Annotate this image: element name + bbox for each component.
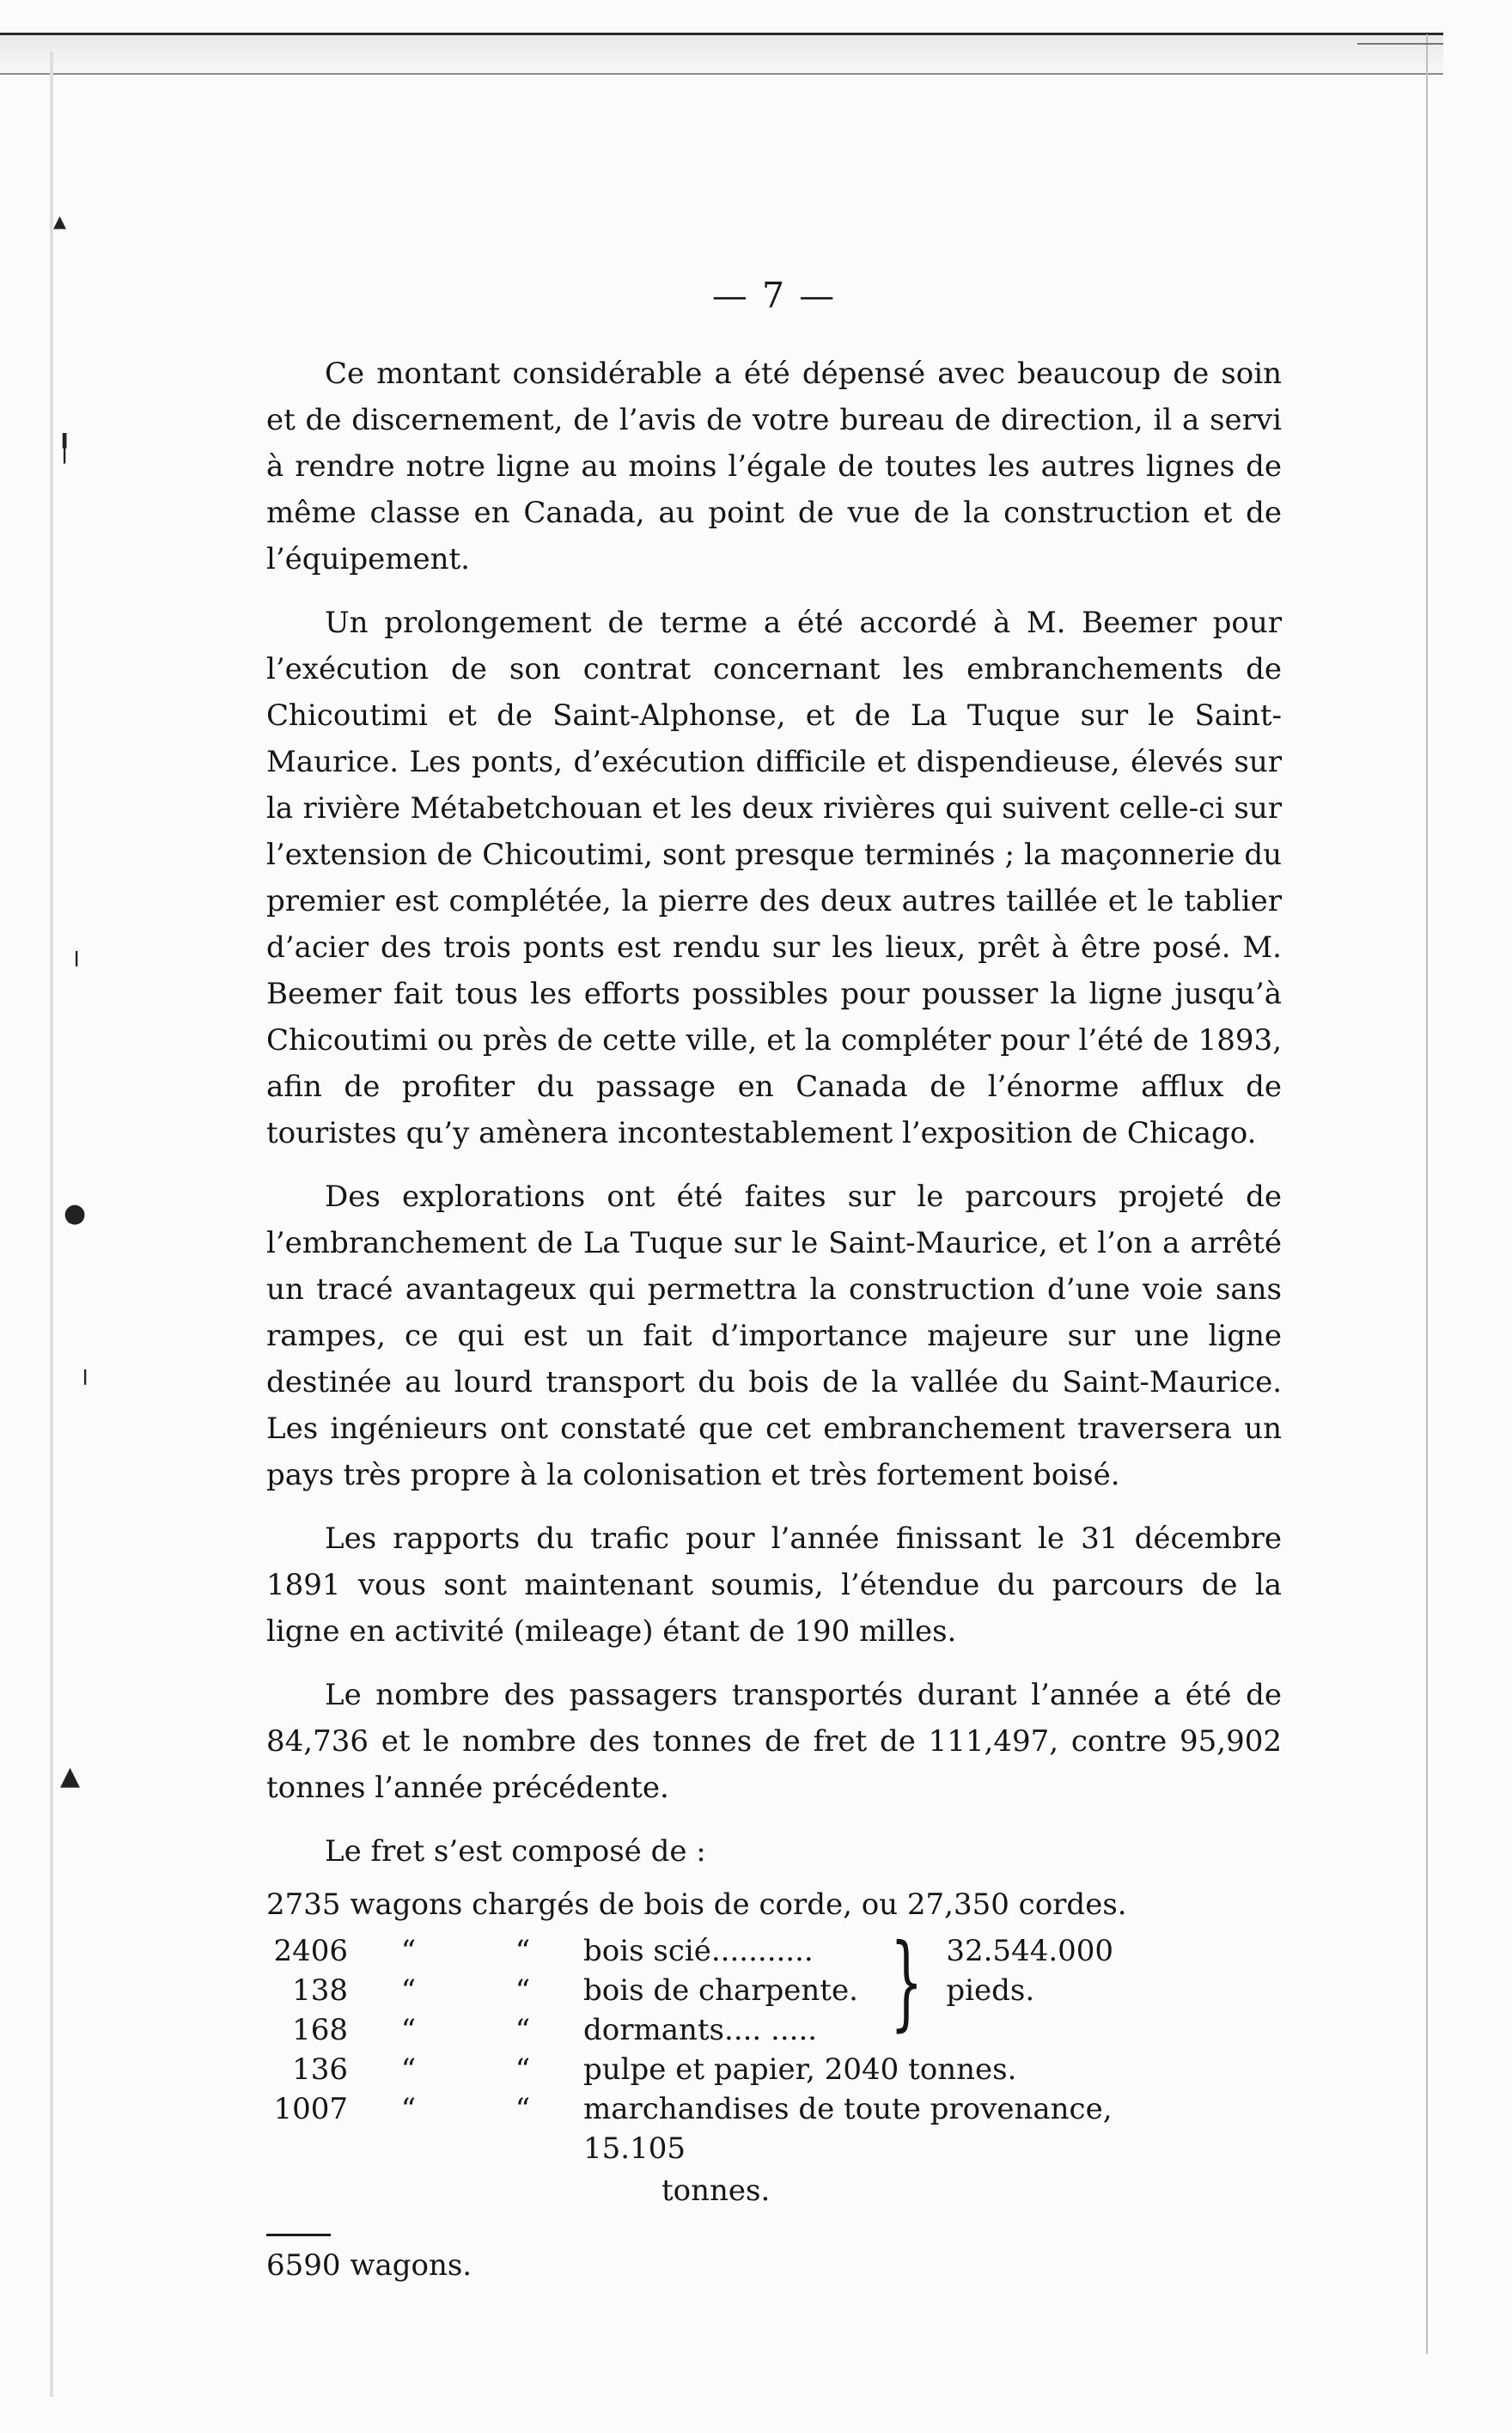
page-left-edge bbox=[50, 52, 53, 2397]
freight-section-title: Le fret s’est composé de : bbox=[325, 1834, 706, 1869]
margin-speck: ▲ bbox=[60, 1761, 81, 1791]
wagon-count: 136 bbox=[292, 2052, 348, 2087]
brace-glyph: } bbox=[890, 1923, 924, 2042]
page-top-edge bbox=[0, 33, 1443, 75]
ditto-mark: “ bbox=[515, 1973, 531, 2008]
page-right-edge bbox=[1426, 34, 1436, 2354]
freight-description: marchandises de toute provenance, 15.105 bbox=[583, 2092, 1113, 2166]
margin-tick: ╿ bbox=[57, 434, 73, 464]
ditto-mark: “ bbox=[515, 2052, 531, 2087]
page-number: — 7 — bbox=[711, 275, 837, 316]
margin-tick: ╵ bbox=[69, 952, 85, 982]
table-row bbox=[266, 2089, 1210, 2168]
freight-table bbox=[266, 1883, 1282, 2284]
freight-description: bois scié........... bbox=[583, 1934, 814, 1968]
ditto-mark: “ bbox=[400, 2092, 417, 2126]
freight-description: bois de charpente. bbox=[583, 1973, 858, 2008]
ditto-mark: “ bbox=[400, 1973, 417, 2008]
paragraph: Des explorations ont été faites sur le parcours projeté de l’embranchement de La Tuque sur le Saint-Maurice, et l’on a arrêté un tracé avantageux qui permettra la construction d’une voie sans rampes, ce qui est un fait d’importance majeure sur une ligne destinée au lourd transport du bois de la vallée du Saint-Maurice. Les ingénieurs ont constaté que cet embranchement traversera un pays très propre à la colonisation et très fortement boisé. bbox=[266, 1180, 1282, 1492]
ditto-mark: “ bbox=[400, 1934, 417, 1968]
ditto-mark: “ bbox=[515, 2092, 531, 2126]
wagon-count: 168 bbox=[292, 2013, 348, 2047]
freight-intro-line: 2735 wagons chargés de bois de corde, ou 27,350 cordes. bbox=[266, 1887, 1127, 1922]
margin-speck: ● bbox=[64, 1198, 87, 1229]
table-row bbox=[266, 2050, 1210, 2089]
margin-speck: ▴ bbox=[53, 206, 67, 236]
ditto-mark: “ bbox=[515, 2013, 531, 2047]
sum-rule bbox=[266, 2234, 331, 2236]
margin-tick: ╵ bbox=[77, 1370, 94, 1400]
wagon-count: 138 bbox=[292, 1973, 348, 2008]
wagon-count: 1007 bbox=[273, 2092, 348, 2126]
ditto-mark: “ bbox=[400, 2013, 417, 2047]
document-page bbox=[266, 258, 1282, 2284]
grouped-total: 32.544.000 pieds. bbox=[946, 1934, 1114, 2008]
paragraph: Les rapports du trafic pour l’année finissant le 31 décembre 1891 vous sont maintenant soumis, l’étendue du parcours de la ligne en activité (mileage) étant de 190 milles. bbox=[266, 1521, 1282, 1649]
freight-description: pulpe et papier, 2040 tonnes. bbox=[583, 2052, 1017, 2087]
ditto-mark: “ bbox=[515, 1934, 531, 1968]
freight-total: 6590 wagons. bbox=[266, 2248, 472, 2283]
table-row bbox=[266, 1931, 1210, 1971]
paragraph: Ce montant considérable a été dépensé avec beaucoup de soin et de discernement, de l’avis de votre bureau de direction, il a servi à rendre notre ligne au moins l’égale de toutes les autres lignes de même classe en Canada, au point de vue de la construction et de l’équipement. bbox=[266, 357, 1282, 576]
paragraph: Le nombre des passagers transportés durant l’année a été de 84,736 et le nombre des tonnes de fret de 111,497, contre 95,902 tonnes l’année précédente. bbox=[266, 1678, 1282, 1805]
ditto-mark: “ bbox=[400, 2052, 417, 2087]
wagon-count: 2406 bbox=[273, 1934, 348, 1968]
paragraph: Un prolongement de terme a été accordé à M. Beemer pour l’exécution de son contrat concernant les embranchements de Chicoutimi et de Saint-Alphonse, et de La Tuque sur le Saint-Maurice. Les ponts, d’exécution difficile et dispendieuse, élevés sur la rivière Métabetchouan et les deux rivières qui suivent celle-ci sur l’extension de Chicoutimi, sont presque terminés ; la maçonnerie du premier est complétée, la pierre des deux autres taillée et le tablier d’acier des trois ponts est rendu sur les lieux, prêt à être posé. M. Beemer fait tous les efforts possibles pour pousser la ligne jusqu’à Chicoutimi ou près de cette ville, et la compléter pour l’été de 1893, afin de profiter du passage en Canada de l’énorme afflux de touristes qu’y amènera incontestablement l’exposition de Chicago. bbox=[266, 606, 1282, 1150]
top-right-corner-mark bbox=[1357, 43, 1443, 57]
grouping-brace bbox=[874, 1923, 946, 2050]
freight-breakdown-table bbox=[266, 1923, 1210, 2168]
freight-description-continuation: tonnes. bbox=[662, 2174, 771, 2208]
freight-description: dormants.... ..... bbox=[583, 2013, 818, 2047]
